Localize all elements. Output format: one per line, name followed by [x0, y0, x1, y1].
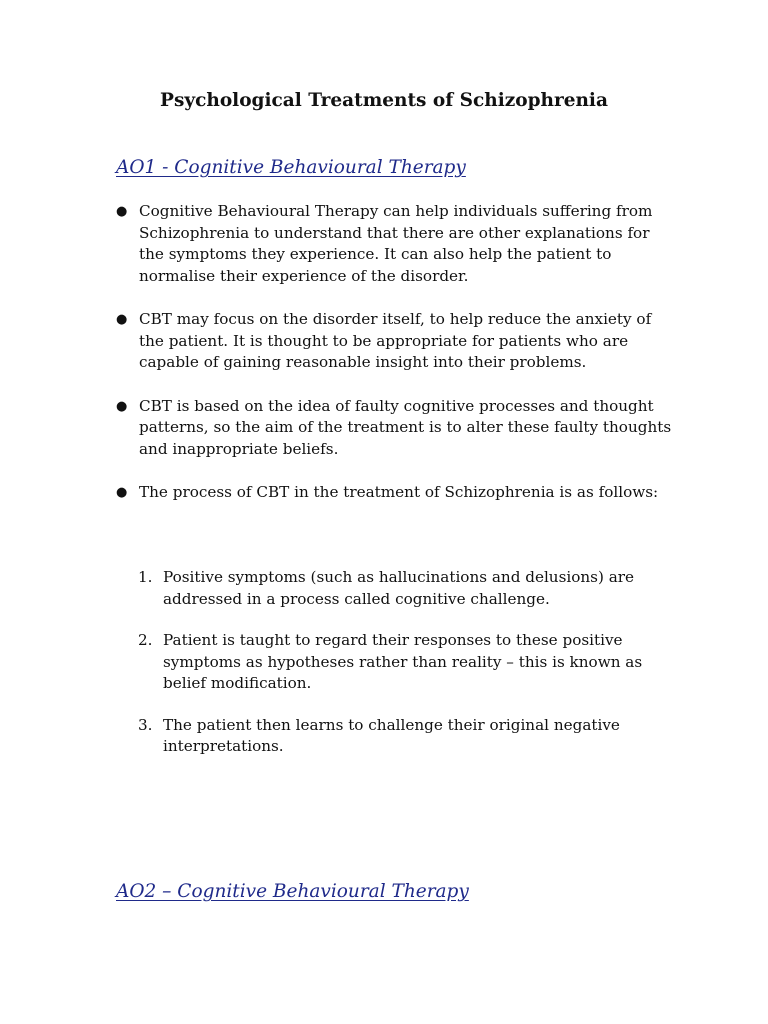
- step-number: 1.: [138, 568, 153, 586]
- bullet-item: [116, 482, 676, 504]
- section-heading-ao1: AO1 - Cognitive Behavioural Therapy: [116, 157, 466, 178]
- bullet-text: CBT is based on the idea of faulty cognitive processes and thought patterns, so the aim of the treatment is to alter these faulty thoughts and inappropriate beliefs.: [139, 396, 672, 458]
- bullet-icon: ●: [116, 204, 128, 219]
- step-number: 3.: [138, 715, 153, 734]
- step-item: [138, 715, 668, 758]
- step-item: [138, 630, 668, 695]
- bullet-item: [116, 309, 676, 374]
- step-item: [138, 567, 668, 610]
- document-title: Psychological Treatments of Schizophrenia: [160, 90, 608, 111]
- step-text: The patient then learns to challenge their original negative interpretations.: [163, 715, 620, 755]
- bullet-text: CBT may focus on the disorder itself, to help reduce the anxiety of the patient. It is thought to be appropriate for patients who are capable of gaining reasonable insight into their problems.: [139, 310, 652, 371]
- bullet-list: [116, 201, 676, 526]
- step-number: 2.: [138, 631, 153, 649]
- bullet-icon: ●: [116, 312, 128, 327]
- bullet-text: The process of CBT in the treatment of Schizophrenia is as follows:: [139, 483, 659, 501]
- bullet-icon: ●: [116, 398, 128, 414]
- bullet-text: Cognitive Behavioural Therapy can help individuals suffering from Schizophrenia to understand that there are other explanations for the symptoms they experience. It can also help the patient to normalise their experience of the disorder.: [139, 202, 653, 285]
- step-text: Patient is taught to regard their responses to these positive symptoms as hypotheses rather than reality – this is known as belief modification.: [163, 631, 643, 692]
- bullet-item: [116, 396, 676, 461]
- numbered-step-list: [138, 567, 668, 778]
- bullet-icon: ●: [116, 485, 128, 500]
- section-heading-ao2: AO2 – Cognitive Behavioural Therapy: [116, 881, 469, 902]
- bullet-item: [116, 201, 676, 287]
- step-text: Positive symptoms (such as hallucinations and delusions) are addressed in a process called cognitive challenge.: [163, 568, 635, 608]
